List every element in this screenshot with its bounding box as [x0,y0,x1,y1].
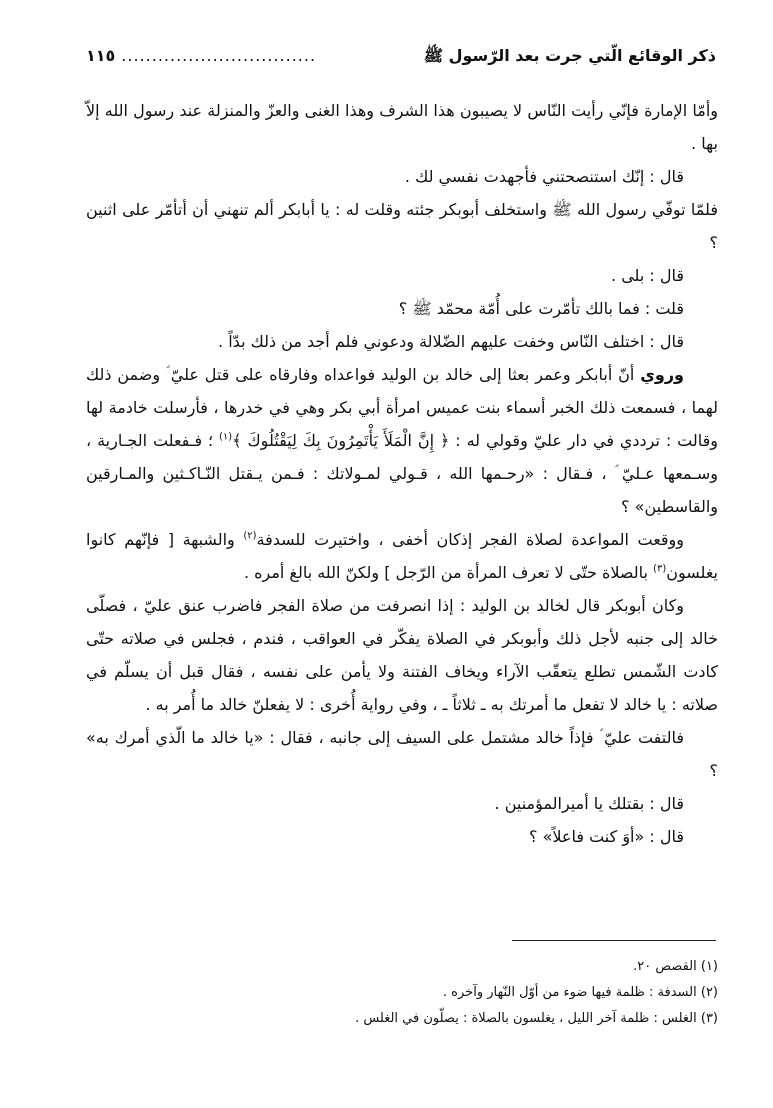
footnote-ref-3[interactable]: (٣) [653,563,667,575]
paragraph-7-lead-word: وروي [640,365,684,384]
paragraph-12: قال : «أوَ كنت فاعلاً» ؟ [529,827,684,846]
paragraph-7-text-b: ؛ فـفعلت الجـارية ، وسـمعها عـليّ ؑ ، فـقال : «رحـمها الله ، قـولي لمـولاتك : فـمن يـقتل النّـاكـثين والمـارقين والقاسطين» ؟ [86,431,718,516]
header-title: ذكر الوقائع الّتي جرت بعد الرّسول ﷺ [423,46,716,65]
footnotes [86,954,718,1032]
footnote-1: (١) القصص ٢٠. [633,959,718,974]
paragraph-5: قلت : فما بالك تأمّرت على أُمّة محمّد ﷺ ؟ [398,299,684,318]
footnote-2: (٢) السدفة : ظلمة فيها ضوء من أوّل النّهار وآخره . [442,985,718,1000]
paragraph-9: وكان أبوبكر قال لخالد بن الوليد : إذا انصرفت من صلاة الفجر فاضرب عنق عليّ ، فصلّى خالد إلى جنبه لأجل ذلك وأبوبكر في الصلاة يفكّر في العواقب ، فندم ، فجلس في صلاته حتّى كادت الشّمس تطلع يتعقّب الآراء ويخاف الفتنة ولا يأمن على نفسه ، فقال قبل أن يسلّم في صلاته : يا خالد لا تفعل ما أمرتك به ـ ثلاثاً ـ ، وفي رواية أُخرى : لا يفعلنّ خالد ما أُمر به . [86,596,718,714]
paragraph-10: فالتفت عليّ ؑ فإذاً خالد مشتمل على السيف إلى جانبه ، فقال : «يا خالد ما الّذي أمرك به» ؟ [86,728,718,780]
paragraph-3: فلمّا توفّي رسول الله ﷺ واستخلف أبوبكر جئته وقلت له : يا أبابكر ألم تنهني أن أتأمّر على اثنين ؟ [86,200,718,252]
header-dot-leader: ................................ [121,46,317,65]
body-text [86,94,718,853]
page-number: ١١٥ [86,46,116,65]
paragraph-11: قال : بقتلك يا أميرالمؤمنين . [494,794,684,813]
paragraph-8 [86,523,718,589]
footnote-3: (٣) الغلس : ظلمة آخر الليل ، يغلسون بالصلاة : يصلّون في الغلس . [355,1011,718,1026]
paragraph-2: قال : إنّك استنصحتني فأجهدت نفسي لك . [404,167,684,186]
quran-verse: ﴿ إِنَّ الْمَلَأَ يَأْتَمِرُونَ بِكَ لِيَقْتُلُوكَ ﴾ [232,431,450,450]
paragraph-1: وأمّا الإمارة فإنّي رأيت النّاس لا يصيبون هذا الشرف وهذا الغنى والعزّ والمنزلة عند رسول الله إلاّ بها . [86,101,718,153]
paragraph-7 [86,358,718,523]
paragraph-7-text-a: أنّ أبابكر وعمر بعثا إلى خالد بن الوليد فواعداه وفارقاه على قتل عليّ ؑ وضمن ذلك لهما ، فسمعت ذلك الخبر أسماء بنت عميس امرأة أبي بكر وهي في خدرها ، فأرسلت خادمة لها وقالت : ترددي في دار عليّ وقولي له : [86,365,718,450]
footnote-ref-2[interactable]: (٢) [243,530,257,542]
running-header [86,46,716,74]
paragraph-8-text-a: ووقعت المواعدة لصلاة الفجر إذكان أخفى ، واختيرت للسدفة [256,530,685,549]
footnote-ref-1[interactable]: (١) [219,431,233,443]
footnote-divider [512,940,716,941]
paragraph-8-text-b: والشبهة [ فإنّهم كانوا يغلسون [86,530,718,582]
paragraph-6: قال : اختلف النّاس وخفت عليهم الضّلالة ودعوني فلم أجد من ذلك بدّاً . [218,332,684,351]
paragraph-8-text-c: بالصلاة حتّى لا تعرف المرأة من الرّجل ] ولكنّ الله بالغ أمره . [243,563,654,582]
paragraph-4: قال : بلى . [611,266,684,285]
